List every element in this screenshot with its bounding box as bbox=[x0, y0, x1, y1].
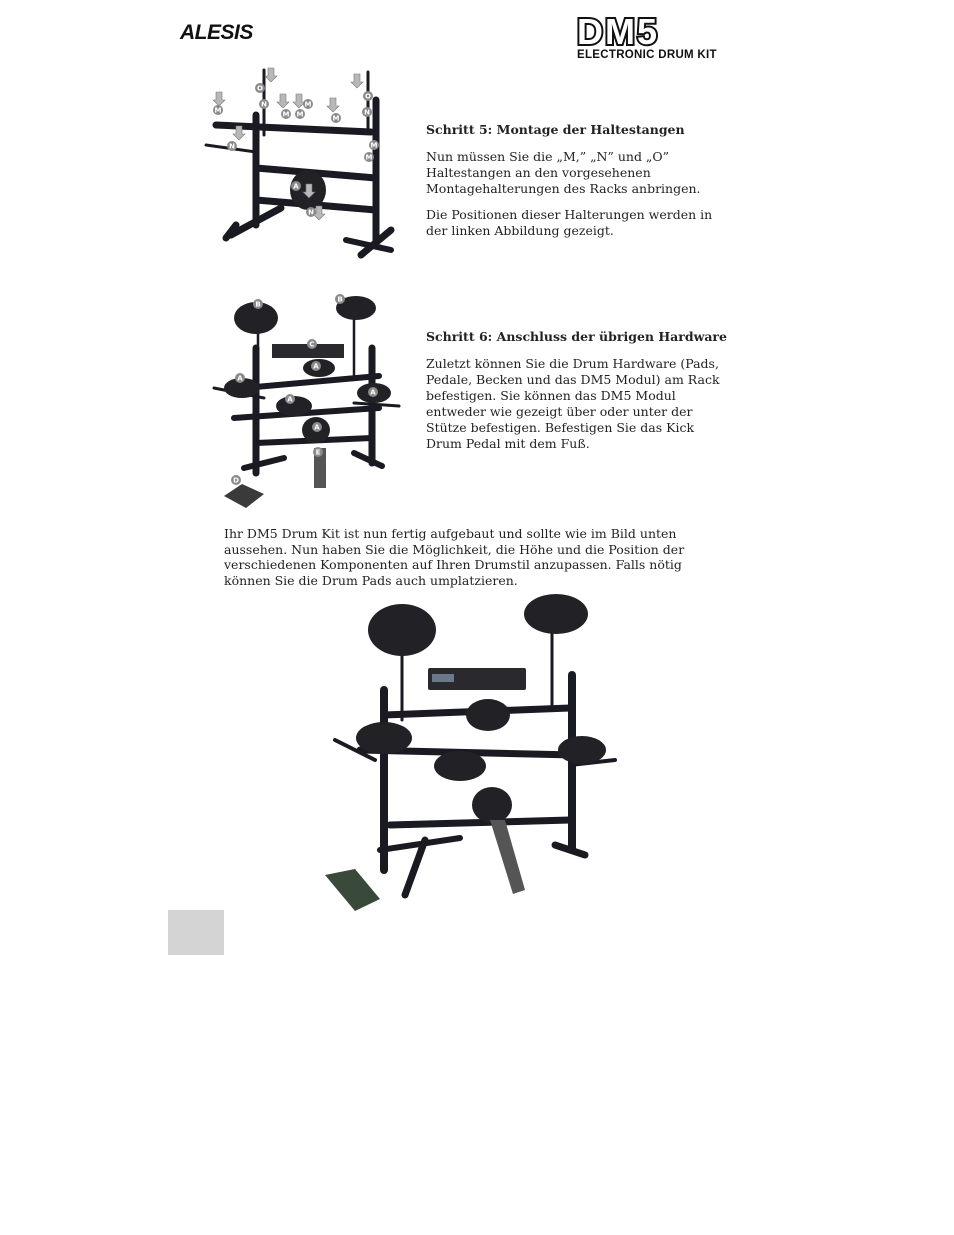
step6-section bbox=[426, 329, 736, 462]
step6-paragraph-1: Zuletzt können Sie die Drum Hardware (Pads, Pedale, Becken und das DM5 Modul) am Rack befestigen. Sie können das DM5 Modul entweder wie gezeigt über oder unter der Stütze befestigen. Befestigen Sie das Kick Drum Pedal mit dem Fuß. bbox=[426, 356, 720, 451]
step6-hardware-figure bbox=[204, 288, 404, 514]
fig5-label: N bbox=[261, 100, 267, 109]
fig5-label: M bbox=[365, 153, 373, 162]
fig5-label: M bbox=[332, 114, 340, 123]
fig6-label: B bbox=[337, 295, 343, 304]
step6-title: Schritt 6: Anschluss der übrigen Hardware bbox=[426, 329, 727, 344]
alesis-logo-text: ALESIS bbox=[180, 21, 253, 44]
step5-rack-figure bbox=[196, 60, 406, 272]
fig5-label: M bbox=[304, 100, 312, 109]
fig6-label: A bbox=[313, 362, 319, 371]
assembled-kit-figure bbox=[320, 590, 620, 920]
fig6-label: A bbox=[287, 395, 293, 404]
fig5-label: N bbox=[229, 142, 235, 151]
completion-paragraph: Ihr DM5 Drum Kit ist nun fertig aufgebaut und sollte wie im Bild unten aussehen. Nun haben Sie die Möglichkeit, die Höhe und die Position der verschiedenen Komponenten auf Ihren Drumstil anzupassen. Falls nötig können Sie die Drum Pads auch umplatzieren. bbox=[224, 526, 685, 589]
dm5-logo bbox=[577, 11, 757, 61]
fig5-label: M bbox=[214, 106, 222, 115]
fig5-label: O bbox=[365, 92, 371, 101]
fig5-label: O bbox=[257, 84, 263, 93]
fig5-label: N bbox=[364, 108, 370, 117]
fig6-label: A bbox=[314, 423, 320, 432]
page-number-box bbox=[168, 910, 224, 955]
step5-section bbox=[426, 122, 736, 249]
alesis-logo bbox=[180, 22, 286, 44]
step5-title: Schritt 5: Montage der Haltestangen bbox=[426, 122, 685, 137]
fig5-label: N bbox=[308, 208, 314, 217]
fig5-label: M bbox=[370, 141, 378, 150]
fig6-label: A bbox=[237, 374, 243, 383]
fig6-label: E bbox=[315, 448, 321, 457]
dm5-logo-sub: ELECTRONIC DRUM KIT bbox=[577, 49, 717, 61]
fig6-label: C bbox=[309, 340, 315, 349]
fig5-label: M bbox=[296, 110, 304, 119]
fig6-label: B bbox=[255, 300, 261, 309]
dm5-logo-main: DM5 bbox=[577, 11, 660, 52]
fig5-label: M bbox=[282, 110, 290, 119]
fig6-label: A bbox=[370, 388, 376, 397]
step5-paragraph-2: Die Positionen dieser Halterungen werden in der linken Abbildung gezeigt. bbox=[426, 207, 713, 238]
fig6-label: D bbox=[233, 476, 239, 485]
step5-paragraph-1: Nun müssen Sie die „M,” „N” und „O” Haltestangen an den vorgesehenen Montagehalterungen des Racks anbringen. bbox=[426, 149, 701, 196]
fig5-label: A bbox=[293, 182, 299, 191]
